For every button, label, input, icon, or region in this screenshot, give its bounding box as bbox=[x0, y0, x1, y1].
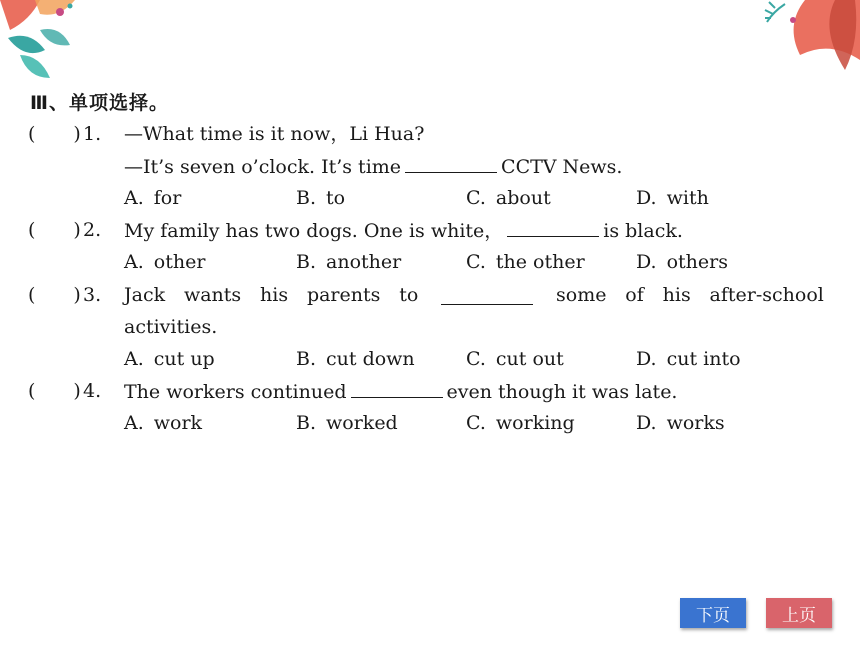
question-stem-part: CCTV News. bbox=[501, 156, 623, 178]
answer-blank bbox=[405, 152, 497, 173]
answer-parenthesis[interactable]: ( ) bbox=[28, 123, 81, 145]
floral-decoration-top-right-icon bbox=[725, 0, 860, 80]
option-c[interactable]: C. cut out bbox=[466, 348, 564, 370]
answer-parenthesis[interactable]: ( ) bbox=[28, 380, 81, 402]
question-stem-part: even though it was late. bbox=[446, 381, 678, 403]
question-number: 1. bbox=[83, 123, 102, 145]
answer-parenthesis[interactable]: ( ) bbox=[28, 284, 81, 306]
section-title: Ⅲ、单项选择。 bbox=[30, 92, 169, 114]
option-a[interactable]: A. cut up bbox=[124, 348, 215, 370]
option-b[interactable]: B. worked bbox=[296, 412, 398, 434]
question-stem-part: is black. bbox=[603, 220, 683, 242]
previous-page-button[interactable]: 上页 bbox=[766, 598, 832, 628]
question-number: 4. bbox=[83, 380, 102, 402]
option-a[interactable]: A. for bbox=[124, 187, 182, 209]
next-page-button[interactable]: 下页 bbox=[680, 598, 746, 628]
question-stem: —What time is it now，Li Hua? bbox=[124, 123, 425, 145]
option-b[interactable]: B. cut down bbox=[296, 348, 415, 370]
option-b[interactable]: B. to bbox=[296, 187, 346, 209]
question-stem: Jack wants his parents to some of his after-school bbox=[124, 284, 824, 306]
question-number: 2. bbox=[83, 219, 102, 241]
answer-blank bbox=[351, 377, 443, 398]
answer-parenthesis[interactable]: ( ) bbox=[28, 219, 81, 241]
answer-blank bbox=[507, 216, 599, 237]
option-c[interactable]: C. working bbox=[466, 412, 575, 434]
option-d[interactable]: D. cut into bbox=[636, 348, 741, 370]
option-a[interactable]: A. work bbox=[124, 412, 203, 434]
option-b[interactable]: B. another bbox=[296, 251, 402, 273]
question-stem-part: —It’s seven o’clock. It’s time bbox=[124, 156, 402, 178]
option-c[interactable]: C. the other bbox=[466, 251, 585, 273]
option-d[interactable]: D. with bbox=[636, 187, 709, 209]
question-number: 3. bbox=[83, 284, 102, 306]
question-stem-part: activities. bbox=[124, 316, 218, 338]
question-stem-part: My family has two dogs. One is white， bbox=[124, 220, 504, 242]
option-c[interactable]: C. about bbox=[466, 187, 551, 209]
option-a[interactable]: A. other bbox=[124, 251, 206, 273]
option-d[interactable]: D. works bbox=[636, 412, 725, 434]
question-stem-part: The workers continued bbox=[124, 381, 347, 403]
floral-decoration-top-left-icon bbox=[0, 0, 130, 90]
option-d[interactable]: D. others bbox=[636, 251, 728, 273]
answer-blank bbox=[441, 284, 533, 305]
